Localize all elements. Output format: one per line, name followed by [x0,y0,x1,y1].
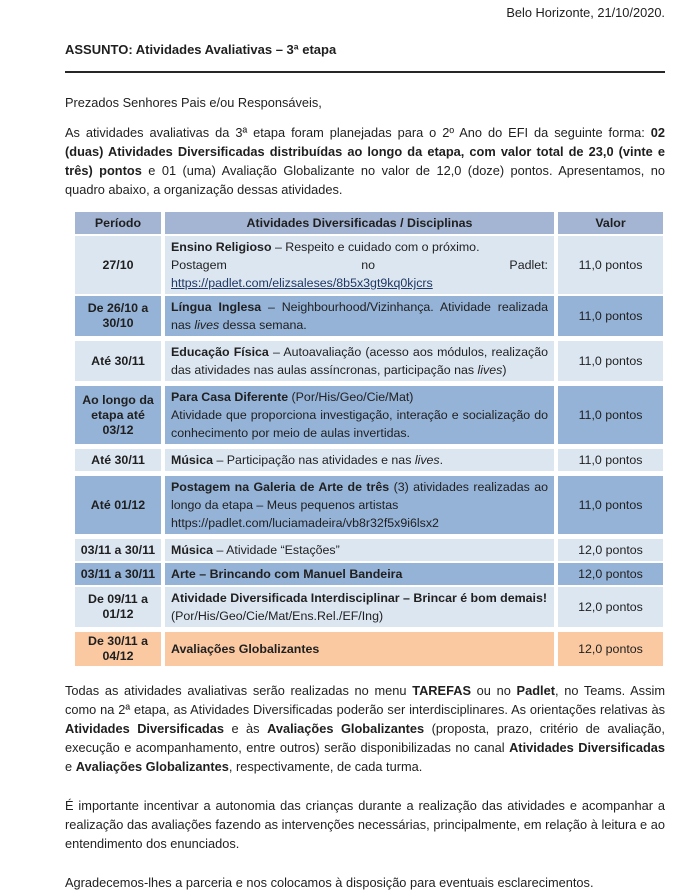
text-segment: Avaliações Globalizantes [75,759,229,774]
text-segment: Música [171,543,214,557]
activity-cell [165,587,554,627]
table-row [75,386,663,444]
text-segment: lives [477,363,503,377]
activity-line [171,256,548,292]
valor-cell: 12,0 pontos [558,587,663,627]
text-segment: Educação Física [171,345,269,359]
activity-line [171,451,548,469]
text-segment: Todas as atividades avaliativas serão realizadas no menu [65,683,413,698]
text-segment: Arte – Brincando com Manuel Bandeira [171,567,403,581]
table-row [75,449,663,471]
activity-cell [165,539,554,561]
valor-cell: 11,0 pontos [558,341,663,381]
text-segment: (Por/His/Geo/Cie/Mat/Ens.Rel./EF/Ing) [171,609,384,623]
valor-cell: 11,0 pontos [558,296,663,336]
table-body [75,236,663,666]
paragraph-agradecimento [65,873,665,892]
valor-cell: 11,0 pontos [558,386,663,444]
activity-cell [165,449,554,471]
activity-line [171,640,548,658]
greeting-line: Prezados Senhores Pais e/ou Responsáveis, [65,95,322,110]
padlet-link[interactable]: https://padlet.com/elizsaleses/8b5x3gt9kq0kjcrs [171,276,433,290]
text-segment: Ensino Religioso [171,240,272,254]
text-segment: 02 (duas) Atividades Diversificadas distribuídas ao longo da etapa, com valor total de 23,0 (vinte e três) pontos [65,125,665,178]
text-segment: (3) atividades realizadas ao longo da etapa – Meus pequenos artistas [171,480,548,512]
activity-cell [165,563,554,585]
text-segment: lives [194,318,220,332]
text-segment: Atividade que proporciona investigação, interação e socialização do conhecimento por meio de aulas invertidas. [171,408,548,440]
period-cell: Até 30/11 [75,341,161,381]
period-cell: 27/10 [75,236,161,294]
text-segment: – Participação nas atividades e nas [213,453,415,467]
header-period-cell: Período [75,212,161,234]
text-segment: Atividade Diversificada Interdisciplinar – Brincar é bom demais! [171,591,547,605]
activity-line [171,238,548,256]
text-segment: ou no [470,683,517,698]
text-segment: As atividades avaliativas da 3ª etapa foram planejadas para o 2º Ano do EFI da seguinte forma: [65,125,651,140]
text-segment: Padlet [516,683,555,698]
valor-cell: 12,0 pontos [558,539,663,561]
text-segment: , no Teams. Assim como na 2ª etapa, as Atividades Diversificadas poderão ser interdisciplinares. As orientações relativas às [65,683,665,717]
table-row [75,236,663,294]
table-row [75,587,663,627]
intro-paragraph [65,123,665,199]
period-cell: Até 01/12 [75,476,161,534]
table-row [75,296,663,336]
period-cell: De 09/11 a 01/12 [75,587,161,627]
table-row [75,632,663,666]
text-segment: Postagem na Galeria de Arte de três [171,480,390,494]
text-segment: . [439,453,444,467]
text-segment: – Autoavaliação (acesso aos módulos, realização das atividades nas aulas assíncronas, participação nas [171,345,548,377]
text-segment: lives [414,453,440,467]
activity-cell [165,632,554,666]
period-cell: Ao longo da etapa até 03/12 [75,386,161,444]
activity-line [171,478,548,514]
paragraph-autonomia [65,796,665,853]
text-segment: – Neighbourhood/Vizinhança. Atividade realizada nas [171,300,549,332]
valor-cell: 12,0 pontos [558,632,663,666]
date-line: Belo Horizonte, 21/10/2020. [506,5,665,20]
text-segment: Avaliações Globalizantes [171,642,320,656]
header-valor-cell: Valor [558,212,663,234]
table-row [75,341,663,381]
text-segment: Agradecemos-lhes a parceria e nos colocamos à disposição para eventuais esclarecimentos. [65,875,594,890]
activity-cell [165,386,554,444]
text-segment: , respectivamente, de cada turma. [228,759,423,774]
header-activities-cell: Atividades Diversificadas / Disciplinas [165,212,554,234]
activity-line [171,298,548,334]
text-segment: (proposta, prazo, critério de avaliação, execução e acompanhamento, entre outros) serão disponibilizadas no canal [65,721,665,755]
paragraph-tarefas [65,681,665,776]
text-segment: Música [171,453,214,467]
activity-line [171,514,548,532]
text-segment: TAREFAS [412,683,471,698]
text-segment: – Respeito e cuidado com o próximo. [271,240,480,254]
text-segment: dessa semana. [219,318,307,332]
activity-line [171,589,548,607]
valor-cell: 12,0 pontos [558,563,663,585]
text-segment: e 01 (uma) Avaliação Globalizante no valor de 12,0 (doze) pontos. Apresentamos, no quadro abaixo, a organização dessas atividades. [65,163,665,197]
table-row [75,539,663,561]
text-segment: (Por/His/Geo/Cie/Mat) [288,390,414,404]
divider-line [65,71,665,73]
activity-cell [165,341,554,381]
activity-line [171,607,548,625]
text-segment: É importante incentivar a autonomia das crianças durante a realização das atividades e acompanhar a realização das avaliações fazendo as intervenções necessárias, principalmente, em relação à leitura e ao entendimento dos enunciados. [65,798,665,851]
activity-cell [165,296,554,336]
valor-cell: 11,0 pontos [558,236,663,294]
text-segment: Avaliações Globalizantes [267,721,425,736]
period-cell: Até 30/11 [75,449,161,471]
activity-line [171,388,548,406]
table-row [75,476,663,534]
activity-cell [165,476,554,534]
period-cell: 03/11 a 30/11 [75,563,161,585]
text-segment: Postagem no Padlet: [171,258,548,272]
valor-cell: 11,0 pontos [558,476,663,534]
activity-line [171,406,548,442]
text-segment: Para Casa Diferente [171,390,289,404]
period-cell: 03/11 a 30/11 [75,539,161,561]
activity-line [171,541,548,559]
activity-line [171,565,548,583]
table-header-row [75,212,663,234]
text-segment: https://padlet.com/luciamadeira/vb8r32f5x9i6lsx2 [171,516,439,530]
activities-table [75,212,663,666]
period-cell: De 30/11 a 04/12 [75,632,161,666]
valor-cell: 11,0 pontos [558,449,663,471]
activity-line [171,343,548,379]
activity-cell [165,236,554,294]
subject-line: ASSUNTO: Atividades Avaliativas – 3ª etapa [65,42,337,57]
text-segment: e [65,759,76,774]
table-row [75,563,663,585]
period-cell: De 26/10 a 30/10 [75,296,161,336]
text-segment: ) [502,363,507,377]
text-segment: Língua Inglesa [171,300,262,314]
text-segment: Atividades Diversificadas [65,721,224,736]
text-segment: Atividades Diversificadas [509,740,666,755]
text-segment: – Atividade “Estações” [213,543,340,557]
text-segment: e às [223,721,268,736]
